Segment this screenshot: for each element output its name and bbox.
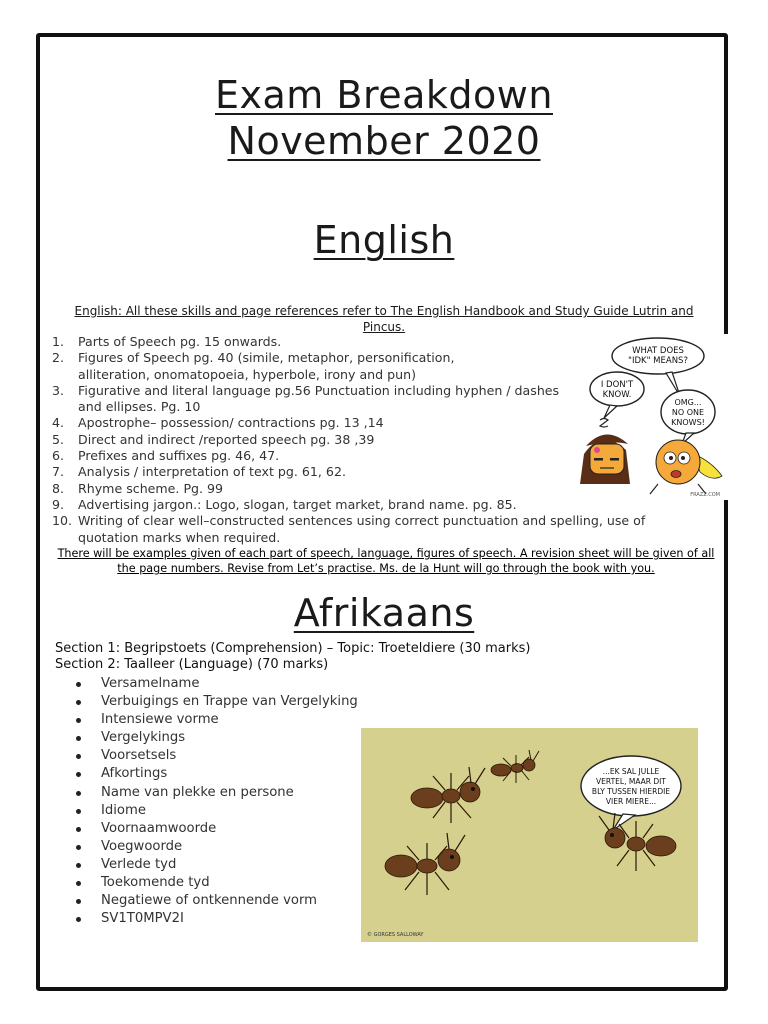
- idk-cartoon-illustration: [570, 334, 728, 500]
- afrikaans-language-list: [76, 675, 358, 928]
- svg-text:KNOW.: KNOW.: [602, 390, 632, 400]
- list-item: Toekomende tyd: [76, 874, 358, 892]
- list-item: 2. Figures of Speech pg. 40 (simile, metaphor, personification,: [52, 350, 455, 366]
- english-revision-note: There will be examples given of each part of speech, language, figures of speech. A revision sheet will be given of all the page numbers. Revise from Let’s practise. Ms. de la Hunt will go through the book with you.: [57, 547, 715, 575]
- list-item: alliteration, onomatopoeia, hyperbole, irony and pun): [78, 366, 417, 382]
- list-item: 1. Parts of Speech pg. 15 onwards.: [52, 334, 282, 349]
- idk-cartoon: [570, 334, 728, 500]
- afrikaans-section-2: Section 2: Taalleer (Language) (70 marks): [55, 657, 329, 672]
- list-item: 10. Writing of clear well–constructed sentences using correct punctuation and spelling, use of: [52, 513, 646, 529]
- list-item: Negatiewe of ontkennende vorm: [76, 892, 358, 910]
- list-item: 9. Advertising jargon.: Logo, slogan, target market, brand name. pg. 85.: [52, 496, 517, 512]
- svg-text:VERTEL, MAAR DIT: VERTEL, MAAR DIT: [596, 777, 666, 786]
- list-item: Voornaamwoorde: [76, 820, 358, 838]
- list-item: Voorsetsels: [76, 747, 358, 765]
- english-heading: [0, 217, 768, 263]
- svg-text:WHAT DOES: WHAT DOES: [632, 346, 684, 356]
- title-line-2: November 2020: [227, 119, 541, 163]
- list-item: Verbuigings en Trappe van Vergelyking: [76, 693, 358, 711]
- title-line-1: Exam Breakdown: [215, 73, 553, 117]
- svg-text:NO ONE: NO ONE: [671, 408, 705, 417]
- list-item: Verlede tyd: [76, 856, 358, 874]
- list-item: 6. Prefixes and suffixes pg. 46, 47.: [52, 448, 280, 464]
- svg-text:FRAZZ.COM: FRAZZ.COM: [690, 492, 720, 498]
- svg-text:© GORGES SALLOWAY: © GORGES SALLOWAY: [367, 932, 424, 938]
- list-item: Name van plekke en persone: [76, 784, 358, 802]
- svg-text:I DON'T: I DON'T: [600, 380, 634, 390]
- list-item: Voegwoorde: [76, 838, 358, 856]
- list-item: 7. Analysis / interpretation of text pg. 61, 62.: [52, 464, 346, 480]
- svg-text:KNOWS!: KNOWS!: [671, 418, 705, 427]
- list-item: 3. Figurative and literal language pg.56 Punctuation including hyphen / dashes: [52, 382, 560, 398]
- list-item: quotation marks when required.: [78, 529, 281, 545]
- svg-text:BLY TUSSEN HIERDIE: BLY TUSSEN HIERDIE: [591, 787, 671, 796]
- english-heading-text: English: [313, 218, 455, 262]
- english-intro: English: All these skills and page references refer to The English Handbook and Study Guide Lutrin and Pincus.: [74, 304, 694, 334]
- list-item: 5. Direct and indirect /reported speech pg. 38 ,39: [52, 431, 375, 447]
- svg-text:OMG...: OMG...: [674, 398, 702, 407]
- list-item: Afkortings: [76, 765, 358, 783]
- afrikaans-heading: [0, 590, 768, 636]
- list-item: and ellipses. Pg. 10: [78, 399, 201, 415]
- afrikaans-heading-text: Afrikaans: [293, 591, 475, 635]
- svg-text:...EK SAL JULLE: ...EK SAL JULLE: [602, 767, 660, 776]
- svg-text:"IDK" MEANS?: "IDK" MEANS?: [628, 356, 688, 366]
- list-item: Vergelykings: [76, 729, 358, 747]
- list-item: Versamelname: [76, 675, 358, 693]
- list-item: 4. Apostrophe– possession/ contractions pg. 13 ,14: [52, 415, 384, 431]
- list-item: Idiome: [76, 802, 358, 820]
- svg-text:VIER MIERE...: VIER MIERE...: [605, 797, 657, 806]
- list-item: 8. Rhyme scheme. Pg. 99: [52, 480, 224, 496]
- afrikaans-section-1: Section 1: Begripstoets (Comprehension) – Topic: Troeteldiere (30 marks): [55, 641, 531, 656]
- list-item: SV1T0MPV2I: [76, 910, 358, 928]
- ants-cartoon-illustration: [361, 728, 698, 942]
- list-item: Intensiewe vorme: [76, 711, 358, 729]
- ants-cartoon: [361, 728, 698, 942]
